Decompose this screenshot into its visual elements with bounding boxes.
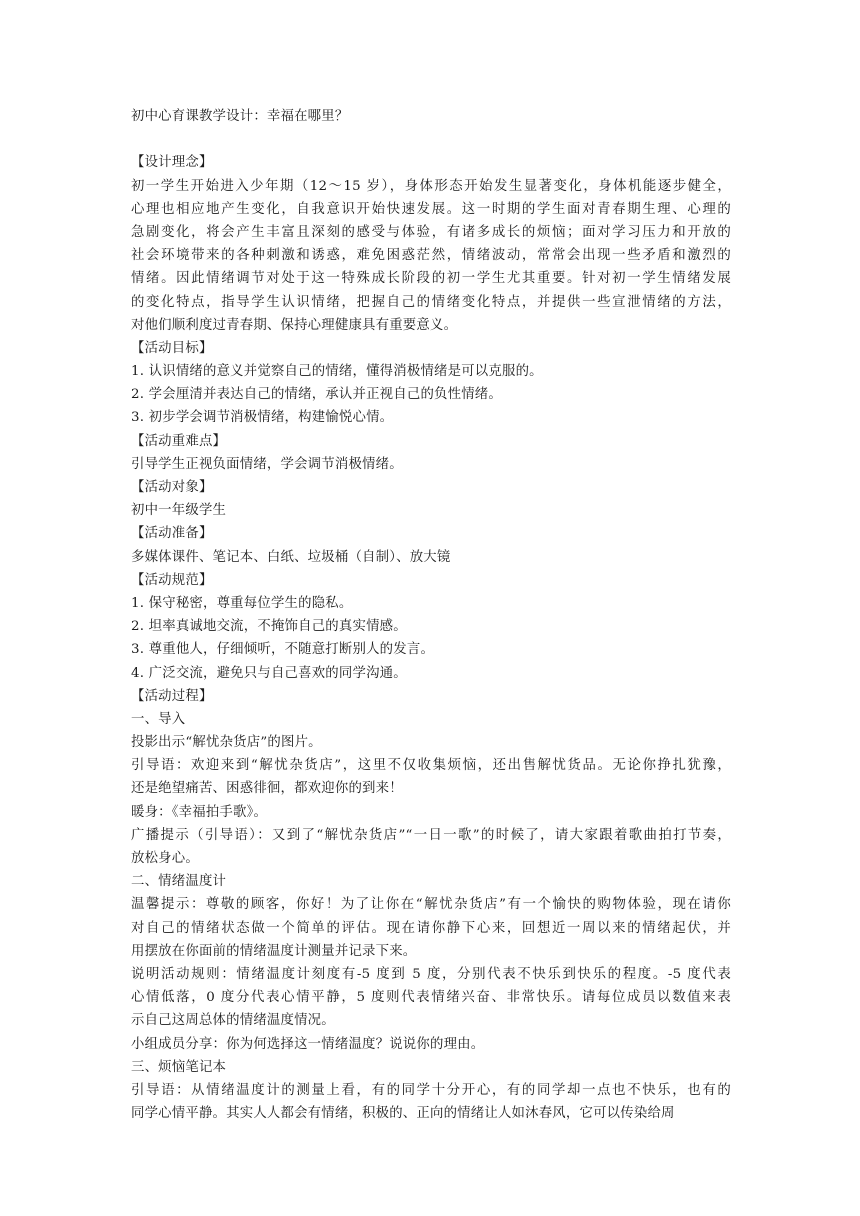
paragraph-line: 引导语：从情绪温度计的测量上看，有的同学十分开心，有的同学却一点也不快乐，也有的 bbox=[131, 1082, 731, 1098]
paragraph-line: 社会环境带来的各种刺激和诱惑，难免困惑茫然，情绪波动，常常会出现一些矛盾和激烈的 bbox=[131, 248, 731, 264]
paragraph-line: 对自己的情绪状态做一个简单的评估。现在请你静下心来，回想近一周以来的情绪起伏，并 bbox=[131, 920, 731, 936]
text-line: 3. 尊重他人，仔细倾听，不随意打断别人的发言。 bbox=[131, 642, 435, 658]
document-body bbox=[131, 151, 731, 1125]
paragraph bbox=[131, 1079, 731, 1125]
text-line: 三、烦恼笔记本 bbox=[131, 1059, 227, 1075]
document-page bbox=[131, 105, 731, 1125]
section-heading: 【活动重难点】 bbox=[131, 433, 227, 449]
text-line: 小组成员分享：你为何选择这一情绪温度？说说你的理由。 bbox=[131, 1036, 485, 1052]
text-line: 3. 初步学会调节消极情绪，构建愉悦心情。 bbox=[131, 410, 394, 426]
paragraph-line: 温馨提示：尊敬的顾客，你好！为了让你在“解忧杂货店”有一个愉快的购物体验，现在请你 bbox=[131, 897, 731, 913]
paragraph-line: 心情低落，0 度分代表心情平静，5 度则代表情绪兴奋、非常快乐。请每位成员以数值来表 bbox=[131, 990, 731, 1006]
paragraph-line: 心理也相应地产生变化，自我意识开始快速发展。这一时期的学生面对青春期生理、心理的 bbox=[131, 201, 731, 217]
section-heading: 【活动对象】 bbox=[131, 480, 213, 495]
section-heading: 【活动准备】 bbox=[131, 526, 213, 542]
paragraph-line: 示自己这周总体的情绪温度情况。 bbox=[131, 1013, 335, 1029]
paragraph-line: 初一学生开始进入少年期（12～15 岁），身体形态开始发生显著变化，身体机能逐步健全， bbox=[131, 178, 731, 194]
text-line: 一、导入 bbox=[131, 711, 186, 727]
text-line: 二、情绪温度计 bbox=[131, 874, 227, 890]
paragraph-line: 急剧变化，将会产生丰富且深刻的感受与体验，有诸多成长的烦恼；面对学习压力和开放的 bbox=[131, 224, 731, 240]
text-line: 引导学生正视负面情绪，学会调节消极情绪。 bbox=[131, 456, 403, 472]
paragraph-line: 对他们顺利度过青春期、保持心理健康具有重要意义。 bbox=[131, 317, 458, 333]
text-line: 投影出示“解忧杂货店”的图片。 bbox=[131, 735, 322, 751]
text-line: 多媒体课件、笔记本、白纸、垃圾桶（自制）、放大镜 bbox=[131, 549, 451, 565]
text-line: 2. 学会厘清并表达自己的情绪，承认并正视自己的负性情绪。 bbox=[131, 387, 502, 403]
paragraph-line: 的变化特点，指导学生认识情绪，把握自己的情绪变化特点，并提供一些宣泄情绪的方法， bbox=[131, 294, 731, 310]
section-heading: 【活动过程】 bbox=[131, 688, 213, 704]
document-title: 初中心育课教学设计：幸福在哪里？ bbox=[131, 109, 349, 124]
paragraph-line: 引导语：欢迎来到“解忧杂货店”，这里不仅收集烦恼，还出售解忧货品。无论你挣扎犹豫， bbox=[131, 758, 731, 774]
paragraph-line: 还是绝望痛苦、困惑徘徊，都欢迎你的到来！ bbox=[131, 781, 403, 797]
section-heading: 【设计理念】 bbox=[131, 155, 213, 171]
paragraph bbox=[131, 893, 731, 963]
text-line: 4. 广泛交流，避免只与自己喜欢的同学沟通。 bbox=[131, 665, 407, 681]
blank-line bbox=[131, 128, 731, 151]
paragraph bbox=[131, 824, 731, 870]
text-line: 2. 坦率真诚地交流，不掩饰自己的真实情感。 bbox=[131, 619, 407, 635]
paragraph bbox=[131, 175, 731, 337]
text-line: 暖身：《幸福拍手歌》。 bbox=[131, 804, 268, 820]
text-line: 1. 保守秘密，尊重每位学生的隐私。 bbox=[131, 595, 353, 611]
paragraph-line: 情绪。因此情绪调节对处于这一特殊成长阶段的初一学生尤其重要。针对初一学生情绪发展 bbox=[131, 271, 731, 287]
section-heading: 【活动目标】 bbox=[131, 340, 213, 356]
paragraph bbox=[131, 963, 731, 1033]
paragraph-line: 说明活动规则：情绪温度计刻度有-5 度到 5 度，分别代表不快乐到快乐的程度。-5 度代表 bbox=[131, 966, 731, 982]
text-line: 1. 认识情绪的意义并觉察自己的情绪，懂得消极情绪是可以克服的。 bbox=[131, 364, 543, 380]
text-line: 初中一年级学生 bbox=[131, 503, 227, 519]
paragraph-line: 同学心情平静。其实人人都会有情绪，积极的、正向的情绪让人如沐春风，它可以传染给周 bbox=[131, 1106, 675, 1122]
section-heading: 【活动规范】 bbox=[131, 572, 213, 588]
paragraph-line: 用摆放在你面前的情绪温度计测量并记录下来。 bbox=[131, 943, 417, 959]
paragraph bbox=[131, 754, 731, 800]
paragraph-line: 放松身心。 bbox=[131, 851, 199, 866]
paragraph-line: 广播提示（引导语）：又到了“解忧杂货店”“一日一歌”的时候了，请大家跟着歌曲拍打节奏， bbox=[131, 827, 731, 843]
